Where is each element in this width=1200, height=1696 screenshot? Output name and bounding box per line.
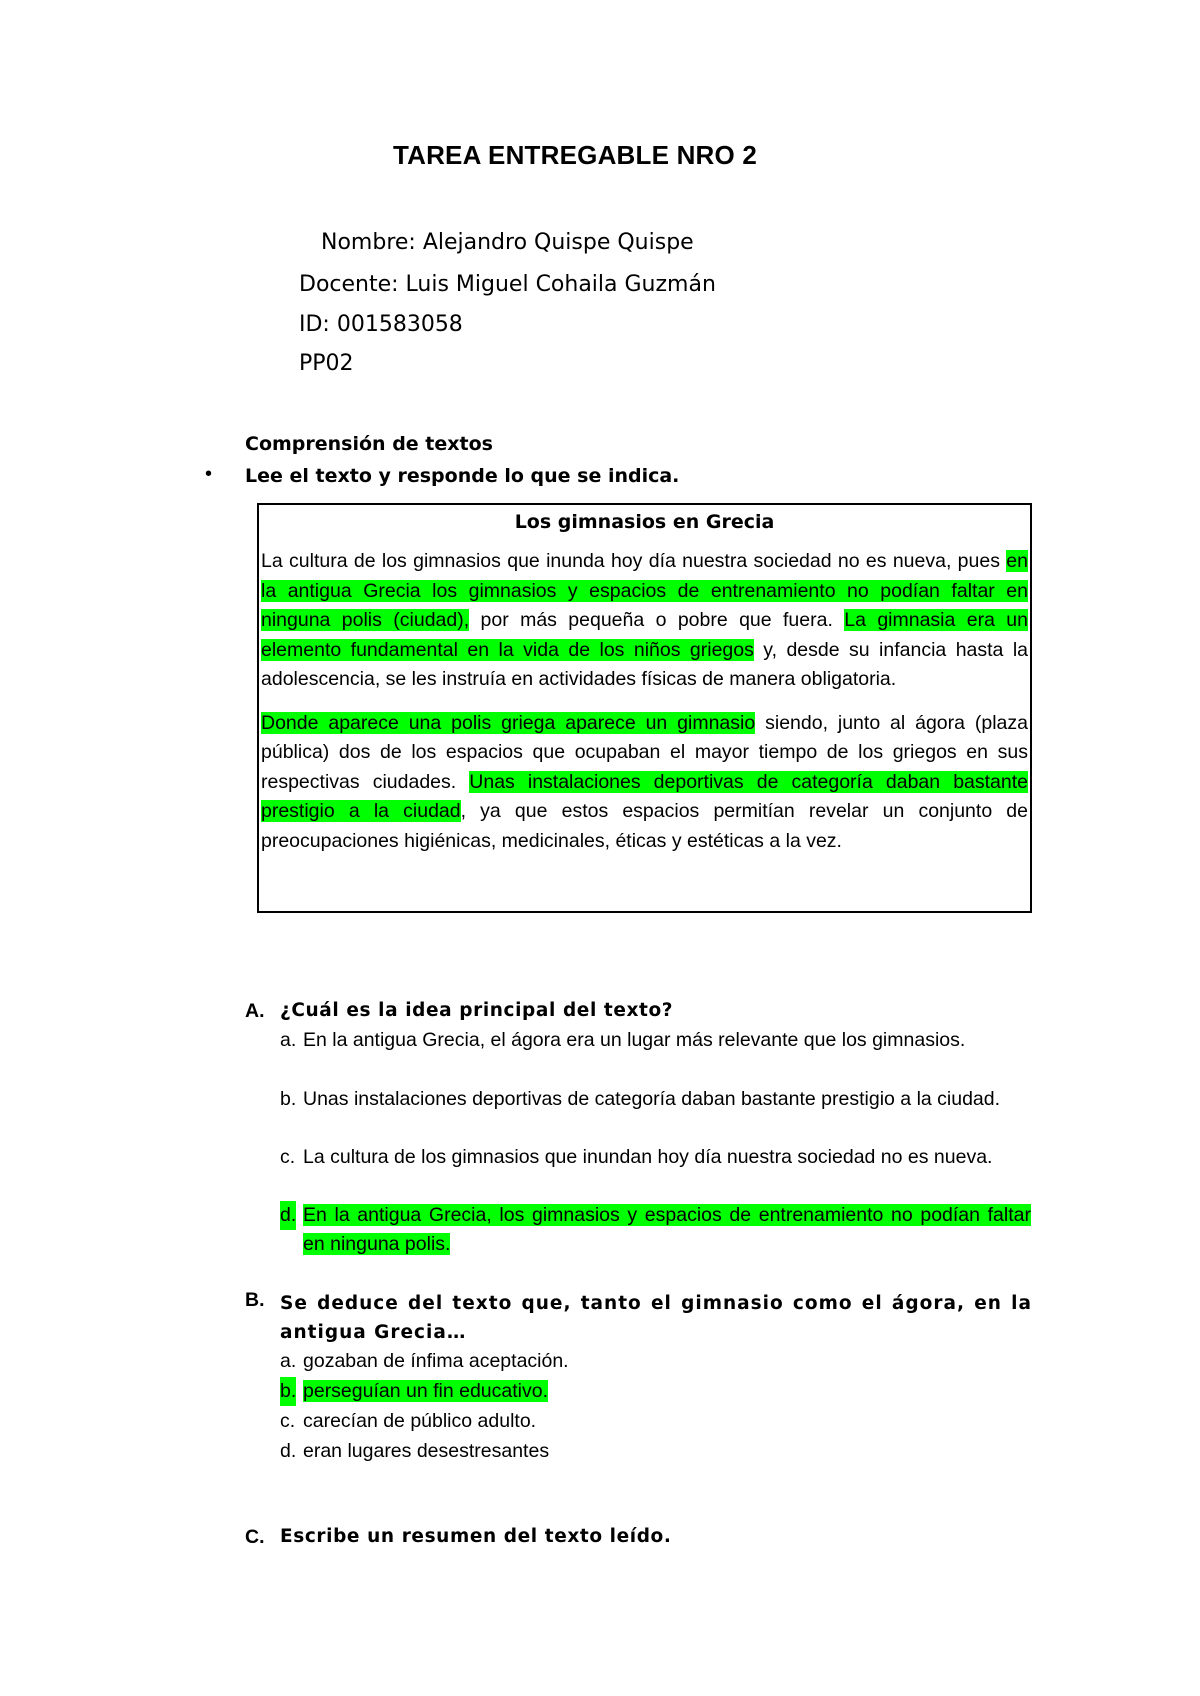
- reading-title: Los gimnasios en Grecia: [514, 511, 775, 533]
- option-d: [280, 1437, 1032, 1467]
- option-a: [280, 1347, 1032, 1377]
- question-letter: B.: [245, 1289, 265, 1311]
- option-c: [280, 1143, 1032, 1201]
- highlighted-text: en la antigua Grecia los gimnasios y espacios de entrenamiento no podían faltar en ninguna polis (ciudad),: [261, 550, 1028, 631]
- text-segment: La cultura de los gimnasios que inunda hoy día nuestra sociedad no es nueva, pues: [261, 550, 1007, 572]
- reading-paragraph-2: [261, 709, 1028, 857]
- option-text: En la antigua Grecia, el ágora era un lugar más relevante que los gimnasios.: [303, 1029, 966, 1051]
- option-text: La cultura de los gimnasios que inundan hoy día nuestra sociedad no es nueva.: [303, 1146, 993, 1168]
- option-a: [280, 1026, 1032, 1084]
- option-c: [280, 1407, 1032, 1437]
- question-letter: C.: [245, 1526, 265, 1548]
- question-c: [245, 1526, 1035, 1556]
- student-id: ID: 001583058: [299, 312, 463, 337]
- bullet-icon: •: [205, 463, 213, 485]
- option-letter: a.: [280, 1350, 297, 1372]
- option-letter: c.: [280, 1146, 296, 1168]
- course-code: PP02: [299, 351, 354, 376]
- highlighted-text: Unas instalaciones deportivas de categoría daban bastante prestigio a la ciudad: [261, 770, 1028, 822]
- option-b: [280, 1085, 1032, 1143]
- document-title: TAREA ENTREGABLE NRO 2: [392, 140, 758, 170]
- option-text: [303, 1377, 1031, 1406]
- option-b-correct: [280, 1377, 1032, 1407]
- option-text: carecían de público adulto.: [303, 1410, 537, 1432]
- student-name: Nombre: Alejandro Quispe Quispe: [321, 230, 694, 255]
- option-d-correct: [280, 1201, 1032, 1259]
- reading-paragraph-1: [261, 547, 1028, 695]
- highlighted-text: Donde aparece una polis griega aparece un gimnasio: [261, 711, 756, 734]
- option-letter: b.: [280, 1088, 297, 1110]
- option-text: Unas instalaciones deportivas de categoría daban bastante prestigio a la ciudad.: [303, 1088, 1001, 1110]
- question-text: ¿Cuál es la idea principal del texto?: [280, 1000, 674, 1021]
- option-text: gozaban de ínfima aceptación.: [303, 1350, 569, 1372]
- question-text: Se deduce del texto que, tanto el gimnasio como el ágora, en la antigua Grecia…: [280, 1293, 1032, 1343]
- section-heading: Comprensión de textos: [245, 433, 493, 455]
- option-text: eran lugares desestresantes: [303, 1440, 550, 1462]
- option-text: [303, 1201, 1031, 1259]
- question-letter: A.: [245, 1000, 265, 1022]
- question-text: Escribe un resumen del texto leído.: [280, 1526, 672, 1547]
- text-segment: por más pequeña o pobre que fuera.: [469, 609, 845, 631]
- teacher-name: Docente: Luis Miguel Cohaila Guzmán: [299, 272, 716, 297]
- highlighted-text: En la antigua Grecia, los gimnasios y espacios de entrenamiento no podían faltar en ninguna polis.: [303, 1204, 1031, 1255]
- option-letter: b.: [280, 1377, 296, 1406]
- section-instruction: Lee el texto y responde lo que se indica.: [245, 465, 680, 487]
- text-segment: siendo, junto al ágora (plaza pública) dos de los espacios que ocupaban el mayor tiempo de los griegos en sus respectivas ciudades.: [261, 711, 1028, 793]
- highlighted-text: La gimnasia era un elemento fundamental en la vida de los niños griegos: [261, 609, 1028, 661]
- text-segment: , ya que estos espacios permitían revelar un conjunto de preocupaciones higiénicas, medicinales, éticas y estéticas a la vez.: [261, 800, 1028, 852]
- reading-text-box: [257, 503, 1032, 913]
- option-letter: d.: [280, 1201, 296, 1230]
- highlighted-text: perseguían un fin educativo.: [303, 1380, 549, 1402]
- option-letter: a.: [280, 1029, 297, 1051]
- option-letter: d.: [280, 1440, 297, 1462]
- text-segment: y, desde su infancia hasta la adolescencia, se les instruía en actividades físicas de manera obligatoria.: [261, 638, 1029, 690]
- question-b: [245, 1289, 1035, 1349]
- option-letter: c.: [280, 1410, 296, 1432]
